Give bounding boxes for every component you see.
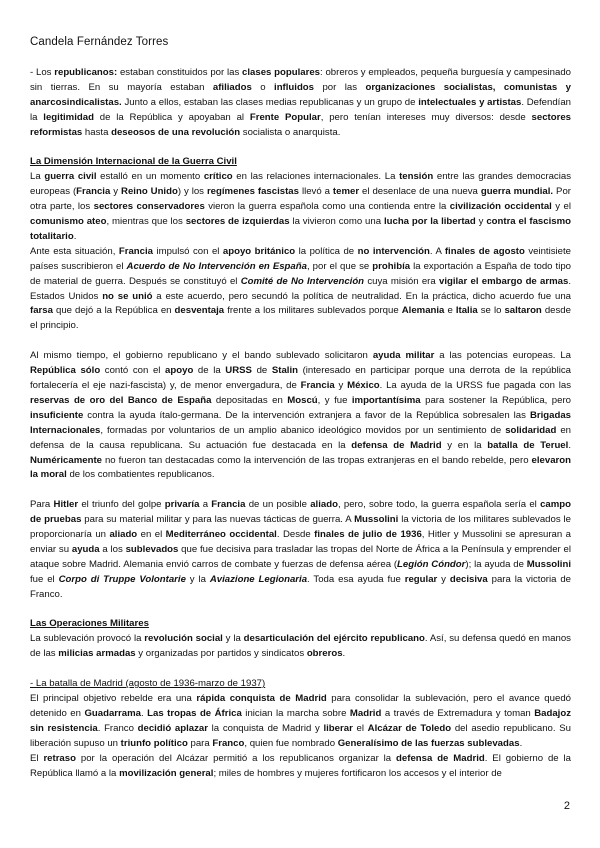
text-run: El bbox=[30, 752, 44, 764]
text-run: aliado bbox=[109, 529, 138, 541]
text-run: retraso bbox=[43, 752, 76, 764]
text-run: no se unió bbox=[102, 290, 153, 302]
text-run: que dejó a la República en bbox=[52, 305, 175, 317]
text-run: obreros bbox=[306, 648, 343, 660]
text-run: . bbox=[568, 439, 571, 451]
text-run: no fueron tan destacadas como la intervención de las tropas extranjeras en el bando rebelde, pero bbox=[101, 454, 532, 466]
text-run: , y fue bbox=[317, 394, 352, 406]
text-run: y bbox=[110, 186, 122, 198]
text-run: contra la ayuda ítalo-germana. De la intervención extranjera a favor de la República sobresalen las bbox=[83, 409, 530, 421]
text-run: e bbox=[444, 305, 456, 317]
text-run: Guadarrama bbox=[84, 707, 141, 719]
text-run: frente a los militares sublevados porque bbox=[224, 305, 402, 317]
text-run: . Así, su defensa quedó en manos de las bbox=[30, 633, 571, 660]
text-run: por la operación del Alcázar permitió a los republicanos organizar la bbox=[75, 752, 397, 764]
text-run: a las potencias europeas. La bbox=[434, 350, 572, 362]
text-run: Badajoz sin resistencia bbox=[30, 707, 572, 734]
text-run: la exportación a España de todo tipo de material de guerra. Después se constituyó el bbox=[30, 260, 572, 287]
text-run: finales de agosto bbox=[444, 245, 525, 257]
text-run: . Defendían la bbox=[30, 96, 572, 123]
text-run: guerra civil bbox=[44, 171, 97, 183]
text-run: elevaron la moral bbox=[30, 454, 571, 481]
text-run: Ante esta situación, bbox=[30, 245, 119, 257]
text-run: influidos bbox=[274, 81, 314, 93]
text-run: civilización occidental bbox=[449, 201, 552, 213]
text-run: Las tropas de África bbox=[147, 707, 242, 719]
text-run: de los combatientes republicanos. bbox=[66, 469, 215, 481]
text-run: regular bbox=[404, 573, 438, 585]
text-run: ayuda bbox=[71, 543, 100, 555]
text-run: , formadas por voluntarios de un amplio abanico ideológico movidos por un sentimiento de bbox=[100, 424, 506, 436]
paragraph bbox=[30, 245, 571, 334]
text-run: Francia bbox=[300, 380, 335, 391]
text-run: tensión bbox=[399, 171, 434, 183]
text-run: sublevados bbox=[125, 543, 179, 555]
text-run: Hitler bbox=[53, 499, 79, 511]
text-run: revolución social bbox=[144, 633, 223, 645]
text-run: sectores de izquierdas bbox=[185, 216, 290, 228]
text-run: República sólo bbox=[30, 365, 101, 377]
text-run: deseosos de una revolución bbox=[111, 126, 241, 138]
text-run: privaría bbox=[164, 499, 200, 511]
text-run: no intervención bbox=[357, 245, 430, 257]
text-run: comunismo ateo bbox=[30, 216, 107, 228]
text-run: regímenes fascistas bbox=[206, 186, 299, 198]
text-run: Junto a ellos, estaban las clases medias republicanas y un grupo de bbox=[121, 96, 419, 108]
text-run: . Franco bbox=[97, 722, 138, 734]
text-run: : obreros y empleados, pequeña burguesía y campesinado sin tierras. En su mayoría estaban bbox=[30, 67, 571, 93]
text-run: la victoria de los militares sublevados le proporcionaría un bbox=[30, 514, 571, 541]
text-run: Por otra parte, los bbox=[30, 186, 571, 213]
subsection-heading: - La batalla de Madrid (agosto de 1936-marzo de 1937) bbox=[30, 678, 266, 690]
text-run: - Los bbox=[30, 67, 55, 78]
text-run: impulsó con el bbox=[152, 245, 223, 257]
text-run: . bbox=[519, 737, 523, 749]
text-run: , pero tenían intereses muy diversos: desde bbox=[320, 111, 532, 123]
text-run: la política de bbox=[295, 245, 358, 257]
text-run: vieron la guerra española como una contienda entre la bbox=[204, 201, 450, 213]
text-run: en el bbox=[137, 529, 166, 541]
text-run: o bbox=[251, 81, 275, 93]
text-run: movilización general bbox=[119, 767, 214, 779]
text-run: intelectuales y artistas bbox=[418, 96, 522, 108]
text-run: se lo bbox=[477, 305, 505, 317]
text-run: la vivieron como una bbox=[289, 216, 384, 228]
text-run: (interesado en participar porque una derrota de la república fortalecería el eje nazi-fascista) y, de menor envergadura, de bbox=[30, 365, 571, 391]
text-run: Para bbox=[30, 499, 54, 511]
text-run: ) y los bbox=[177, 186, 207, 198]
text-run: temer bbox=[332, 186, 360, 198]
text-run: Acuerdo de No Intervención en España bbox=[126, 260, 307, 272]
text-run: lucha por la libertad bbox=[383, 216, 476, 228]
text-run: socialista o anarquista. bbox=[240, 126, 341, 138]
page-number: 2 bbox=[563, 800, 570, 812]
text-run: y bbox=[334, 380, 348, 391]
text-run: contra el fascismo totalitario bbox=[30, 216, 571, 242]
text-run: vigilar el embargo de armas bbox=[438, 275, 569, 287]
text-run: llevó a bbox=[298, 186, 333, 198]
text-run: el bbox=[352, 722, 368, 734]
text-run: . Toda esa ayuda fue bbox=[307, 573, 405, 585]
text-run: contó con el bbox=[100, 365, 166, 377]
text-run: reservas de oro del Banco de España bbox=[30, 394, 212, 406]
text-run: , mientras que los bbox=[106, 216, 186, 228]
text-run: y organizadas por partidos y sindicatos bbox=[135, 648, 307, 660]
text-run: Moscú bbox=[287, 394, 318, 406]
text-run: para consolidar la sublevación, pero el avance quedó detenido en bbox=[30, 692, 571, 719]
text-run: . bbox=[140, 707, 148, 719]
text-run: rápida conquista de Madrid bbox=[196, 692, 327, 704]
text-run: y en la bbox=[441, 439, 488, 451]
text-run: organizaciones socialistas, comunistas y anarcosindicalistas. bbox=[30, 81, 571, 108]
text-run: defensa de Madrid bbox=[351, 439, 442, 451]
text-run: y la bbox=[222, 633, 244, 645]
paragraph bbox=[30, 632, 571, 662]
text-run: solidaridad bbox=[505, 424, 557, 436]
paragraph bbox=[30, 349, 571, 483]
text-run: decisiva bbox=[449, 573, 488, 585]
text-run: La sublevación provocó la bbox=[30, 633, 145, 645]
text-run: a bbox=[199, 499, 212, 511]
text-run: finales de julio de 1936 bbox=[314, 529, 422, 541]
text-run: insuficiente bbox=[30, 409, 84, 421]
text-run: Franco bbox=[212, 737, 245, 749]
text-run: Comité de No Intervención bbox=[240, 275, 365, 287]
text-run: en defensa de la causa republicana. Su actuación fue destacada en la bbox=[30, 424, 572, 451]
text-run: . Desde bbox=[276, 529, 315, 541]
text-run: clases populares bbox=[242, 67, 321, 78]
paragraph bbox=[30, 66, 571, 141]
text-run: saltaron bbox=[504, 305, 542, 317]
text-run: a los bbox=[99, 543, 126, 555]
text-run: desde el principio. bbox=[30, 305, 571, 332]
text-run: fue el bbox=[30, 573, 59, 585]
text-run: para su material militar y para las nuevas tácticas de guerra. A bbox=[81, 514, 355, 526]
text-run: , Hitler y Mussolini se apresuran a enviar su bbox=[30, 529, 572, 555]
text-run: a este acuerdo, pero secundó la política de neutralidad. En la práctica, dicho acuerdo fue una bbox=[152, 290, 572, 302]
text-run: ; miles de hombres y mujeres fortificaron los accesos y el interior de bbox=[213, 767, 502, 779]
text-run: depositadas en bbox=[211, 394, 288, 406]
text-run: campo de pruebas bbox=[30, 499, 572, 526]
text-run: el desenlace de una nueva bbox=[359, 186, 481, 198]
text-run: entre las grandes democracias europeas ( bbox=[30, 171, 571, 198]
text-run: Mussolini bbox=[354, 514, 399, 526]
text-run: el triunfo del golpe bbox=[78, 499, 165, 511]
text-run: , quien fue nombrado bbox=[244, 737, 338, 749]
text-run: Italia bbox=[455, 305, 478, 317]
text-run: sectores reformistas bbox=[30, 111, 572, 138]
text-run: Corpo di Truppe Volontarie bbox=[58, 573, 186, 585]
text-run: Brigadas Internacionales bbox=[30, 409, 571, 436]
text-run: . El gobierno de la República llamó a la bbox=[30, 752, 572, 779]
text-run: . A bbox=[429, 245, 445, 257]
text-run: ayuda militar bbox=[372, 350, 435, 362]
text-run: guerra mundial. bbox=[480, 186, 554, 198]
text-run: aliado bbox=[310, 499, 338, 511]
text-run: Francia bbox=[118, 245, 153, 257]
text-run: en las relaciones internacionales. La bbox=[232, 171, 400, 183]
text-run: Al mismo tiempo, el gobierno republicano y el bando sublevado solicitaron bbox=[30, 350, 373, 362]
text-run: Alemania bbox=[401, 305, 445, 317]
text-run: para la victoria de Franco. bbox=[30, 573, 571, 600]
text-run: México bbox=[347, 380, 380, 391]
text-run: prohibía bbox=[372, 260, 411, 272]
text-run: y el bbox=[551, 201, 571, 213]
author-name: Candela Fernández Torres bbox=[30, 36, 169, 48]
text-run: cuya misión era bbox=[364, 275, 439, 287]
text-run: estalló en un momento bbox=[96, 171, 204, 183]
text-run: Aviazione Legionaria bbox=[209, 573, 308, 585]
text-run: Alcázar de Toledo bbox=[367, 722, 452, 734]
text-run: . bbox=[342, 648, 346, 660]
text-run: para sostener la República, pero bbox=[420, 394, 571, 406]
text-run: de un posible bbox=[245, 499, 311, 511]
document-body bbox=[30, 66, 571, 781]
text-run: Generalísimo de las fuerzas sublevadas bbox=[337, 737, 520, 749]
paragraph bbox=[30, 752, 571, 782]
text-run: desventaja bbox=[174, 305, 225, 317]
paragraph bbox=[30, 170, 571, 245]
text-run: Frente Popular bbox=[249, 111, 321, 123]
text-run: , por el que se bbox=[306, 260, 373, 272]
text-run: defensa de Madrid bbox=[396, 752, 485, 764]
text-run: inician la marcha sobre bbox=[241, 707, 350, 719]
text-run: estaban constituidos por las bbox=[117, 67, 243, 78]
text-run: sectores conservadores bbox=[93, 201, 205, 213]
text-run: la conquista de Madrid y bbox=[207, 722, 324, 734]
text-run: importantísima bbox=[351, 394, 421, 406]
text-run: apoyo británico bbox=[222, 245, 296, 257]
text-run: ); la ayuda de bbox=[465, 558, 527, 570]
text-run: milicias armadas bbox=[58, 648, 136, 660]
text-run: . Estados Unidos bbox=[30, 275, 571, 302]
paragraph bbox=[30, 692, 571, 752]
text-run: batalla de Teruel bbox=[487, 439, 569, 451]
text-run: La bbox=[30, 171, 45, 183]
text-run: triunfo político bbox=[120, 737, 188, 749]
text-run: Francia bbox=[76, 186, 111, 198]
text-run: crítico bbox=[203, 171, 233, 183]
text-run: . bbox=[73, 230, 77, 242]
text-run: decidió aplazar bbox=[137, 722, 208, 734]
text-run: del asedio republicano. Su liberación supuso un bbox=[30, 722, 571, 749]
text-run: apoyo bbox=[165, 365, 194, 377]
section-heading: Las Operaciones Militares bbox=[30, 618, 149, 630]
text-run: liberar bbox=[323, 722, 353, 734]
text-run: farsa bbox=[30, 305, 53, 317]
text-run: desarticulación del ejército republicano bbox=[243, 633, 425, 645]
text-run: Stalin bbox=[271, 365, 298, 377]
text-run: afiliados bbox=[212, 81, 252, 93]
text-run: Mussolini bbox=[526, 558, 571, 570]
text-run: y bbox=[437, 573, 450, 585]
text-run: legitimidad bbox=[43, 111, 94, 123]
text-run: por las bbox=[314, 81, 366, 93]
text-run: de la República y apoyaban al bbox=[93, 111, 250, 123]
text-run: hasta bbox=[82, 126, 112, 138]
text-run: , pero, sobre todo, la guerra española sería el bbox=[337, 499, 541, 511]
text-run: El principal objetivo rebelde era una bbox=[30, 692, 197, 704]
text-run: . La ayuda de la URSS fue pagada con las bbox=[379, 380, 571, 391]
paragraph bbox=[30, 498, 571, 602]
text-run: de la bbox=[193, 365, 226, 377]
text-run: URSS bbox=[225, 365, 252, 377]
text-run: Madrid bbox=[349, 707, 382, 719]
text-run: Legión Cóndor bbox=[397, 558, 466, 570]
text-run: republicanos: bbox=[54, 67, 118, 78]
text-run: a través de Extremadura y toman bbox=[381, 707, 535, 719]
text-run: para bbox=[187, 737, 213, 749]
text-run: Francia bbox=[211, 499, 246, 511]
text-run: Numéricamente bbox=[30, 454, 102, 466]
text-run: y bbox=[475, 216, 487, 228]
text-run: que fue decisiva para trasladar las tropas del Norte de África a la Península y emprender el ataque sobre Madrid. Alemania envió carros de combate y fuerzas de defensa aérea ( bbox=[30, 543, 571, 570]
text-run: veintisiete países suscribieron el bbox=[30, 245, 571, 272]
text-run: Reino Unido bbox=[121, 186, 178, 198]
section-heading: La Dimensión Internacional de la Guerra Civil bbox=[30, 156, 237, 168]
text-run: Mediterráneo occidental bbox=[165, 529, 277, 541]
text-run: de bbox=[251, 365, 272, 377]
text-run: y la bbox=[185, 573, 210, 585]
